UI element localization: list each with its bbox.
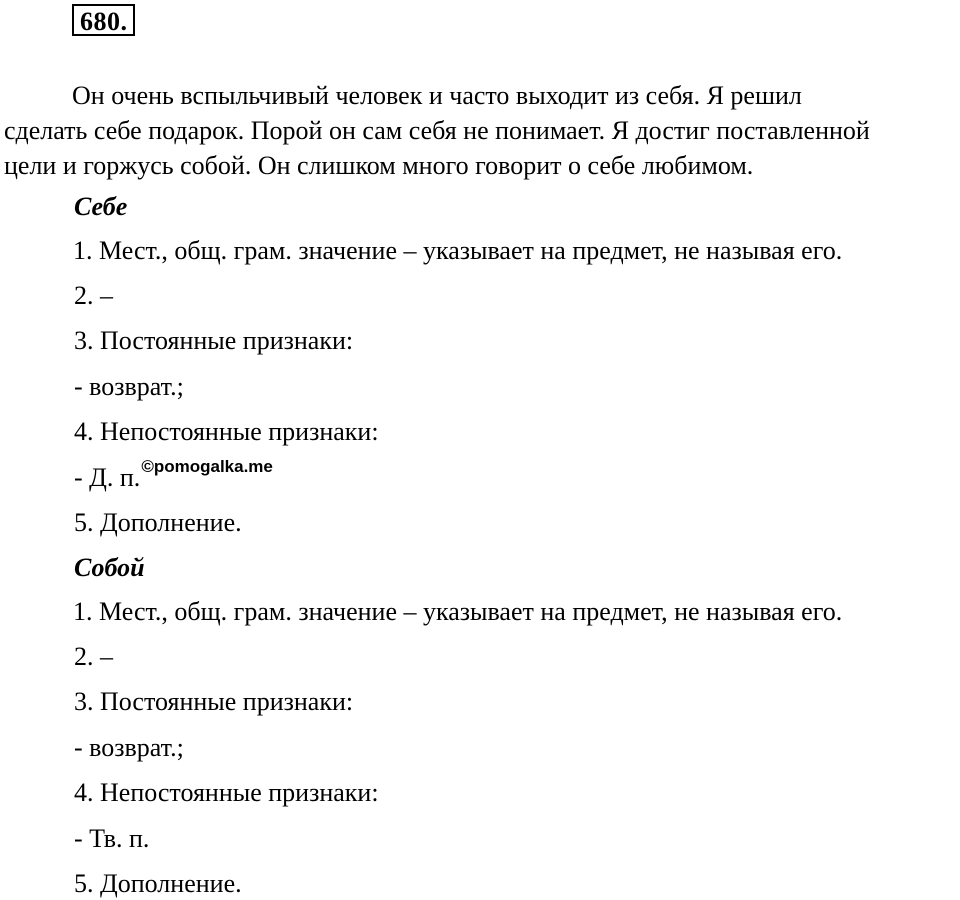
analysis-item: - возврат.; bbox=[74, 372, 184, 401]
exercise-number: 680. bbox=[72, 4, 135, 36]
analysis-item: 2. – bbox=[74, 281, 113, 310]
analysis-item: - возврат.; bbox=[74, 733, 184, 762]
analysis-item: 3. Постоянные признаки: bbox=[74, 687, 354, 716]
analysis-item: - Тв. п. bbox=[74, 824, 150, 853]
intro-line: сделать себе подарок. Порой он сам себя не понимает. Я достиг поставленной bbox=[4, 116, 870, 145]
intro-line: Он очень вспыльчивый человек и часто выходит из себя. Я решил bbox=[72, 81, 802, 110]
intro-line: цели и горжусь собой. Он слишком много говорит о себе любимом. bbox=[4, 151, 754, 180]
analysis-item-with-watermark bbox=[74, 457, 273, 496]
analysis-item: 5. Дополнение. bbox=[74, 508, 242, 537]
section-heading: Собой bbox=[74, 553, 145, 582]
analysis-item: 5. Дополнение. bbox=[74, 869, 242, 898]
watermark: ©pomogalka.me bbox=[141, 457, 273, 476]
analysis-item: 3. Постоянные признаки: bbox=[74, 326, 354, 355]
analysis-item: 4. Непостоянные признаки: bbox=[74, 417, 379, 446]
section-heading: Себе bbox=[74, 192, 128, 221]
analysis-item: 4. Непостоянные признаки: bbox=[74, 778, 379, 807]
analysis-item: - Д. п. bbox=[74, 463, 141, 492]
analysis-item: 1. Мест., общ. грам. значение – указывает на предмет, не называя его. bbox=[73, 597, 843, 626]
analysis-item: 2. – bbox=[74, 642, 113, 671]
intro-paragraph bbox=[4, 78, 960, 183]
analysis-item: 1. Мест., общ. грам. значение – указывает на предмет, не называя его. bbox=[73, 236, 843, 265]
